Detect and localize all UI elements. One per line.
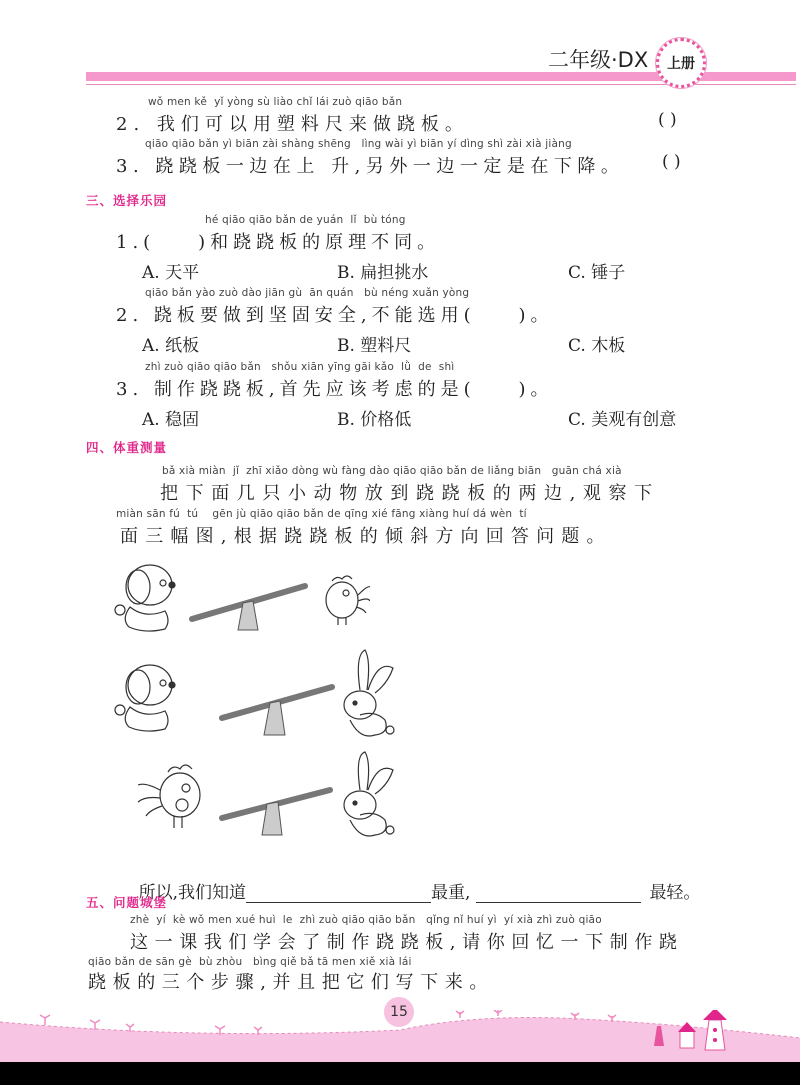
pinyin-line: miàn sān fú tú gēn jù qiāo qiāo bǎn de qīng xié fāng xiàng huí dá wèn tí (116, 508, 527, 520)
answer-paren[interactable]: ( ) (658, 110, 677, 130)
page-number: 15 (384, 997, 414, 1027)
dog-icon (115, 565, 175, 631)
judge-item-2: 2. 我们可以用塑料尺来做跷板。 (116, 114, 469, 135)
grade-title: 二年级·DX (548, 48, 649, 72)
seesaw-picture-3 (110, 750, 410, 845)
pinyin-line: zhì zuò qiāo qiāo bǎn shǒu xiān yīng gāi kǎo lǜ de shì (145, 361, 455, 373)
option-c[interactable]: C. 木板 (568, 336, 626, 356)
pinyin-line: wǒ men kě yǐ yòng sù liào chǐ lái zuò qiāo bǎn (148, 96, 403, 108)
pinyin-line: qiāo bǎn de sān gè bù zhòu bìng qiě bǎ tā men xiě xià lái (88, 956, 412, 968)
rabbit-icon (344, 650, 394, 736)
seesaw-icon (222, 687, 332, 735)
option-c[interactable]: C. 锤子 (568, 263, 626, 283)
question-line-2: 跷板的三个步骤,并且把它们写下来。 (88, 972, 494, 993)
seesaw-icon (192, 586, 305, 630)
option-a[interactable]: A. 纸板 (142, 336, 200, 356)
pinyin-line: qiāo qiāo bǎn yì biān zài shàng shēng lìng wài yì biān yí dìng shì zài xià jiàng (145, 138, 572, 150)
instruction-line-2: 面三幅图,根据跷跷板的倾斜方向回答问题。 (120, 526, 612, 547)
question-1: 1.( )和跷跷板的原理不同。 (116, 232, 441, 253)
rabbit-icon (344, 752, 394, 836)
option-a[interactable]: A. 天平 (142, 263, 200, 283)
lightest-blank[interactable] (476, 882, 641, 903)
instruction-line-1: 把下面几只小动物放到跷跷板的两边,观察下 (160, 483, 660, 504)
section-title: 四、体重测量 (86, 440, 168, 455)
option-b[interactable]: B. 塑料尺 (337, 336, 412, 356)
question-2: 2. 跷板要做到坚固安全,不能选用( )。 (116, 305, 554, 326)
question-3: 3. 制作跷跷板,首先应该考虑的是( )。 (116, 379, 554, 400)
seesaw-picture-2 (110, 645, 410, 750)
section-title: 五、问题城堡 (86, 895, 168, 910)
answer-paren[interactable]: ( ) (662, 152, 681, 172)
option-c[interactable]: C. 美观有创意 (568, 410, 677, 430)
option-b[interactable]: B. 价格低 (337, 410, 412, 430)
seesaw-icon (222, 790, 330, 835)
answer-prefix: 所以,我们知道 (138, 883, 247, 903)
seesaw-picture-1 (110, 555, 370, 640)
question-line-1: 这一课我们学会了制作跷跷板,请你回忆一下制作跷 (130, 932, 684, 953)
pinyin-line: bǎ xià miàn jǐ zhī xiǎo dòng wù fàng dào qiāo qiāo bǎn de liǎng biān guān chá xià (162, 465, 622, 477)
pinyin-line: zhè yí kè wǒ men xué huì le zhì zuò qiāo qiāo bǎn qǐng nǐ huí yì yí xià zhì zuò qiāo (130, 914, 602, 926)
dog-icon (115, 665, 175, 731)
rooster-icon (138, 765, 200, 828)
answer-mid: 最重, (431, 883, 471, 903)
section-title: 三、选择乐园 (86, 193, 168, 208)
pinyin-line: hé qiāo qiāo bǎn de yuán lǐ bù tóng (205, 214, 406, 226)
volume-badge: 上册 (656, 38, 706, 88)
heaviest-blank[interactable] (246, 882, 431, 903)
rooster-icon (326, 576, 370, 625)
answer-suffix: 最轻。 (649, 883, 701, 903)
option-a[interactable]: A. 稳固 (142, 410, 200, 430)
judge-item-3: 3. 跷跷板一边在上 升,另外一边一定是在下降。 (116, 156, 625, 177)
pinyin-line: qiāo bǎn yào zuò dào jiān gù ān quán bù néng xuǎn yòng (145, 287, 470, 299)
option-b[interactable]: B. 扁担挑水 (337, 263, 429, 283)
